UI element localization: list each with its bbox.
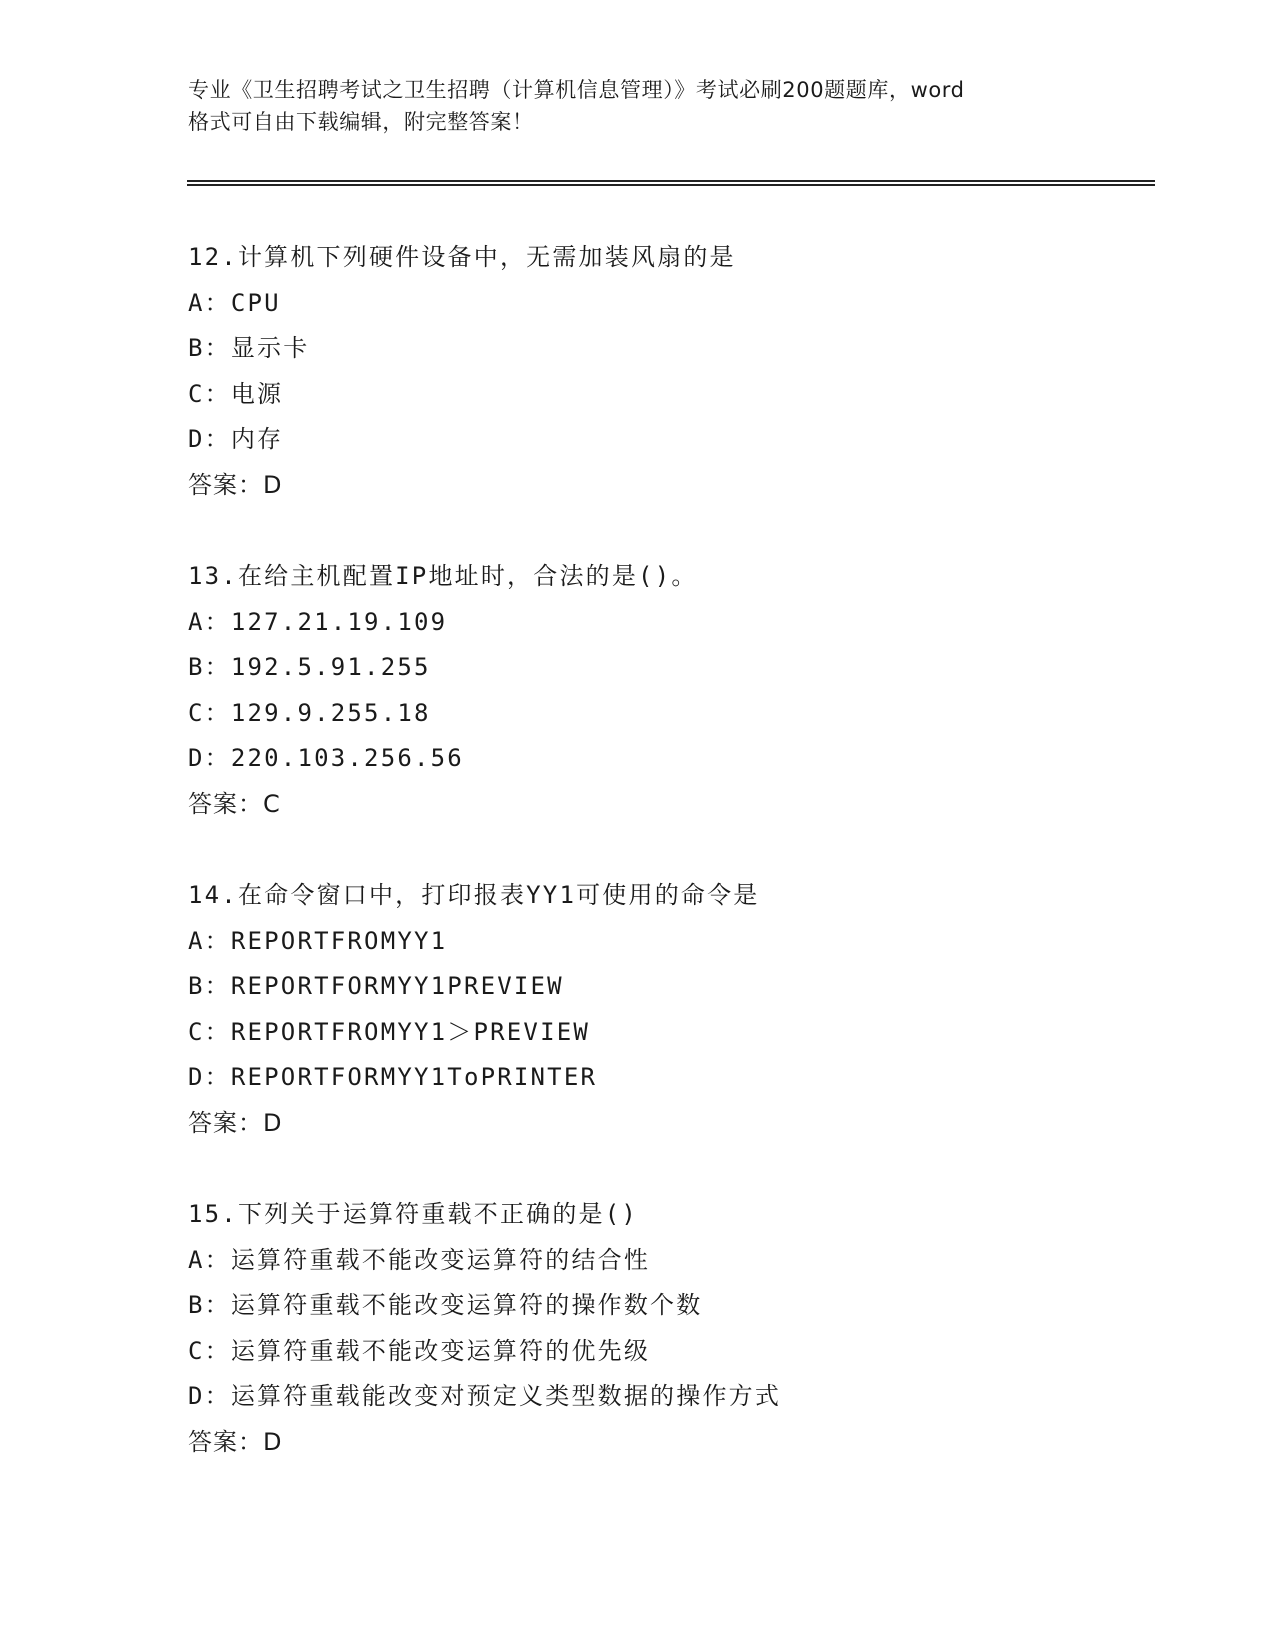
question-stem: 14.在命令窗口中，打印报表YY1可使用的命令是 (188, 881, 760, 909)
header-divider-bottom (187, 184, 1155, 186)
option-a: A：127.21.19.109 (188, 607, 448, 636)
option-c: C：电源 (188, 379, 284, 408)
question-stem: 15.下列关于运算符重载不正确的是() (188, 1200, 639, 1228)
question-stem: 12.计算机下列硬件设备中，无需加装风扇的是 (188, 243, 736, 271)
option-c: C：129.9.255.18 (188, 698, 431, 727)
header-line-1: 专业《卫生招聘考试之卫生招聘（计算机信息管理）》考试必刷200题题库，word (188, 78, 965, 102)
option-d: D：220.103.256.56 (188, 744, 464, 772)
document-header (188, 74, 1088, 138)
header-divider-top (187, 180, 1155, 182)
answer-line: 答案：D (188, 1108, 283, 1137)
option-b: B：REPORTFORMYY1PREVIEW (188, 972, 564, 1000)
option-c: C：REPORTFROMYY1＞PREVIEW (188, 1017, 591, 1046)
question-stem: 13.在给主机配置IP地址时，合法的是()。 (188, 562, 698, 590)
option-a: A：运算符重载不能改变运算符的结合性 (188, 1245, 651, 1274)
answer-line: 答案：C (188, 789, 281, 818)
header-line-2: 格式可自由下载编辑，附完整答案！ (188, 110, 534, 134)
question-15 (188, 1192, 1188, 1465)
option-d: D：内存 (188, 425, 284, 453)
option-d: D：REPORTFORMYY1ToPRINTER (188, 1063, 598, 1091)
question-13 (188, 554, 1188, 827)
question-12 (188, 235, 1188, 508)
question-14 (188, 873, 1188, 1146)
option-b: B：运算符重载不能改变运算符的操作数个数 (188, 1291, 703, 1319)
answer-line: 答案：D (188, 1427, 283, 1456)
option-b: B：显示卡 (188, 334, 310, 362)
option-c: C：运算符重载不能改变运算符的优先级 (188, 1336, 651, 1365)
option-a: A：REPORTFROMYY1 (188, 926, 448, 955)
answer-line: 答案：D (188, 470, 283, 499)
option-a: A：CPU (188, 288, 281, 317)
option-b: B：192.5.91.255 (188, 653, 431, 681)
option-d: D：运算符重载能改变对预定义类型数据的操作方式 (188, 1382, 782, 1410)
